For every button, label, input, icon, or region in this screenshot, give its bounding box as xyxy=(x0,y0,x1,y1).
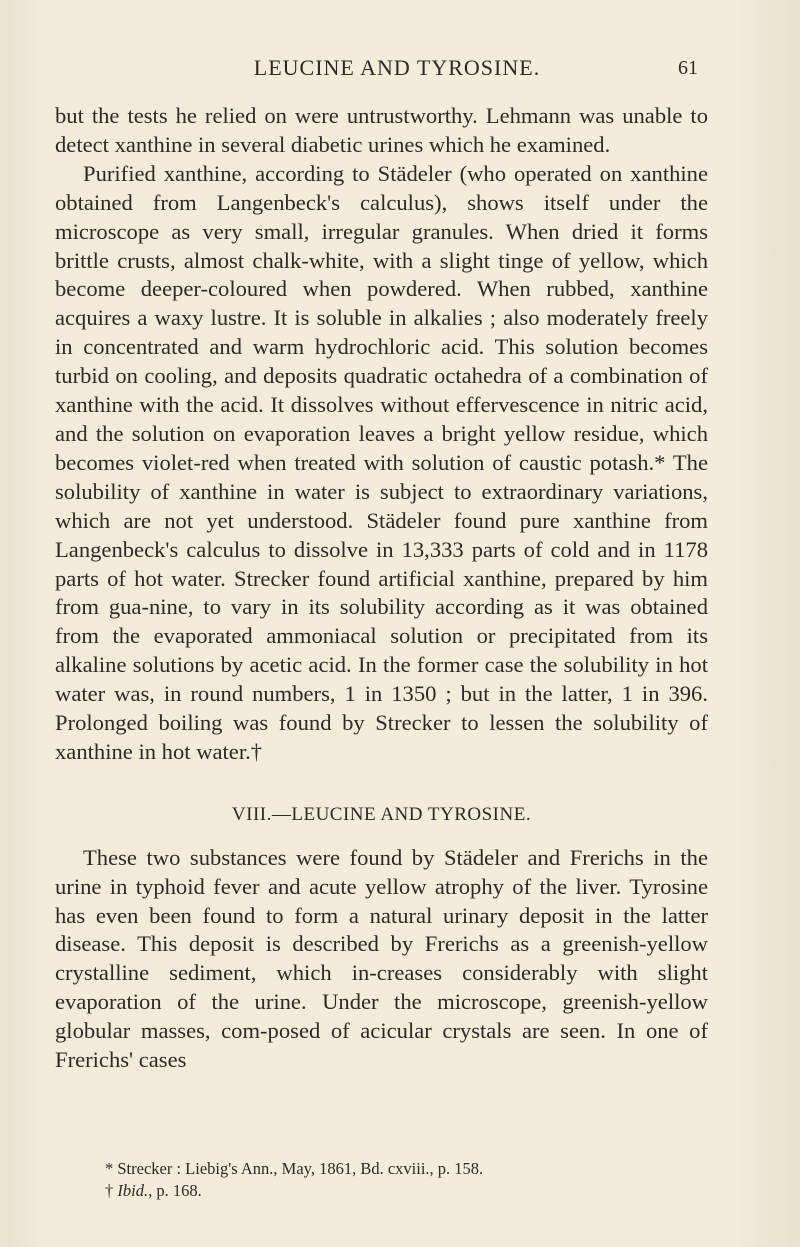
running-head: LEUCINE AND TYROSINE. xyxy=(253,55,541,80)
page-number: 61 xyxy=(678,57,698,79)
paragraph-leucine-tyrosine: These two substances were found by Städeler and Frerichs in the urine in typhoid fever and acute yellow atrophy of the liver. Tyrosine has even been found to form a natural urinary deposit in the latter disease. This deposit is described by Frerichs as a greenish-yellow crystalline sediment, which in-creases considerably with slight evaporation of the urine. Under the microscope, greenish-yellow globular masses, com-posed of acicular crystals are seen. In one of Frerichs' cases xyxy=(55,844,708,1073)
footnote-2-ibid: Ibid. xyxy=(117,1181,149,1200)
page-header xyxy=(96,55,698,83)
footnote-2 xyxy=(105,1180,705,1202)
footnotes xyxy=(105,1158,705,1202)
body-text xyxy=(55,102,708,1075)
paragraph-continued: but the tests he relied on were untrustworthy. Lehmann was unable to detect xanthine in several diabetic urines which he examined. xyxy=(55,103,708,157)
footnote-1: * Strecker : Liebig's Ann., May, 1861, Bd. cxviii., p. 158. xyxy=(105,1159,484,1178)
footnote-2-mark: † xyxy=(105,1181,118,1200)
section-heading: VIII.—LEUCINE AND TYROSINE. xyxy=(231,803,532,825)
footnote-2-rest: , p. 168. xyxy=(148,1181,202,1200)
paragraph-purified-xanthine: Purified xanthine, according to Städeler (who operated on xanthine obtained from Langenbeck's calculus), shows itself under the microscope as very small, irregular granules. When dried it forms brittle crusts, almost chalk-white, with a slight tinge of yellow, which become deeper-coloured when powdered. When rubbed, xanthine acquires a waxy lustre. It is soluble in alkalies ; also moderately freely in concentrated and warm hydrochloric acid. This solution becomes turbid on cooling, and deposits quadratic octahedra of a combination of xanthine with the acid. It dissolves without effervescence in nitric acid, and the solution on evaporation leaves a bright yellow residue, which becomes violet-red when treated with solution of caustic potash.* The solubility of xanthine in water is subject to extraordinary variations, which are not yet understood. Städeler found pure xanthine from Langenbeck's calculus to dissolve in 13,333 parts of cold and in 1178 parts of hot water. Strecker found artificial xanthine, prepared by him from gua-nine, to vary in its solubility according as it was obtained from the evaporated ammoniacal solution or precipitated from its alkaline solutions by acetic acid. In the former case the solubility in hot water was, in round numbers, 1 in 1350 ; but in the latter, 1 in 396. Prolonged boiling was found by Strecker to lessen the solubility of xanthine in hot water.† xyxy=(55,160,708,764)
